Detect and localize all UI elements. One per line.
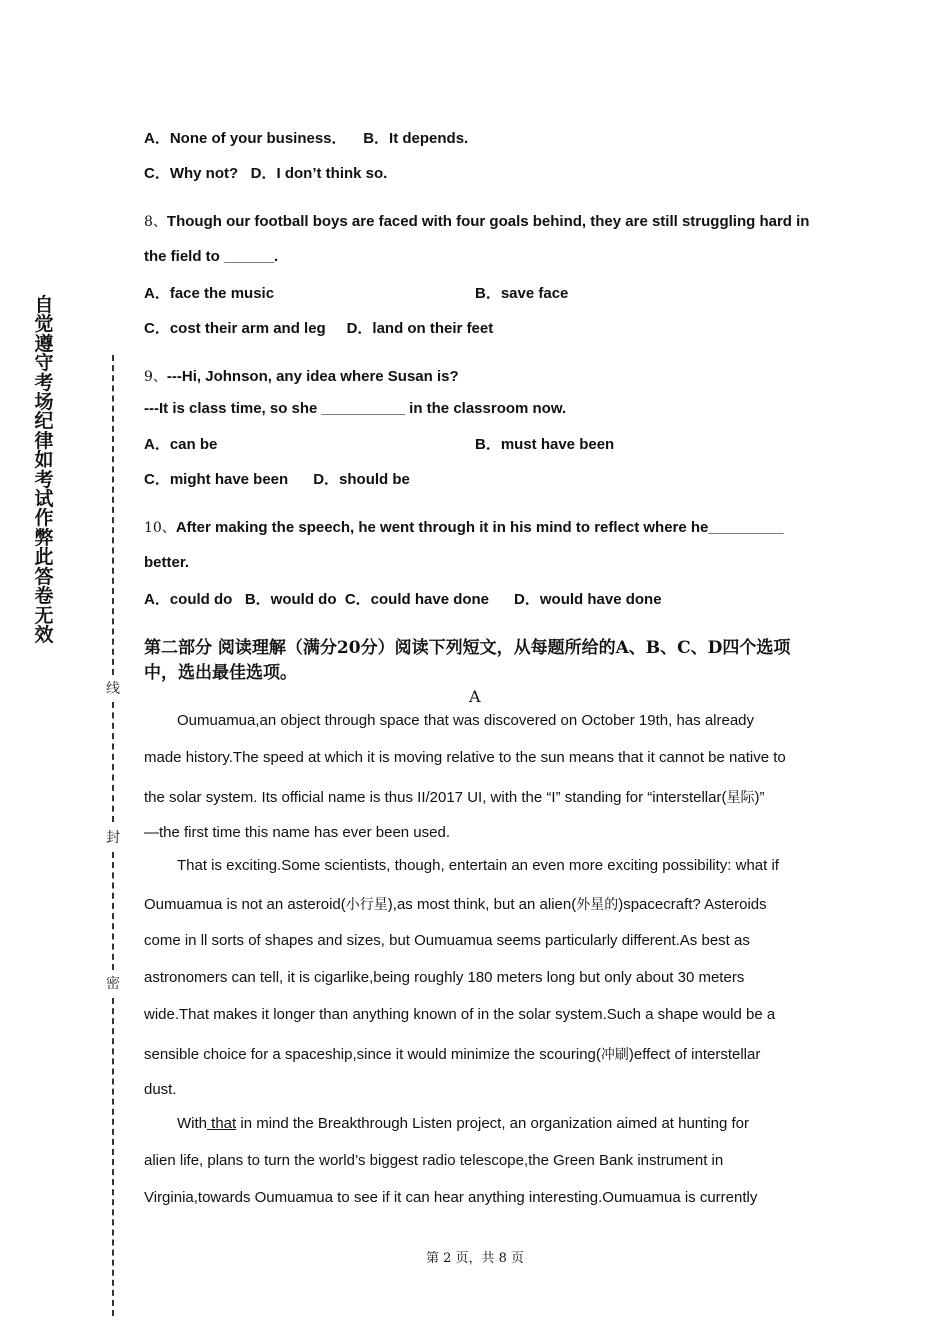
- q10-stem: [144, 517, 783, 537]
- passage-p2-line7: dust.: [144, 1081, 177, 1098]
- q10-option-c: C．could have done: [344, 591, 490, 608]
- q7-option-d: D．I don’t think so.: [250, 165, 388, 182]
- q7-option-a: A．None of your business．: [144, 130, 347, 147]
- q7-option-c: C．Why not?: [144, 165, 239, 182]
- passage-p1-line1: Oumuamua,an object through space that was discovered on October 19th, has already: [177, 712, 755, 729]
- q8-option-b: B．save face: [475, 285, 569, 302]
- passage-p2-line5: wide.That makes it longer than anything known of in the solar system.Such a shape would be a: [144, 1006, 776, 1023]
- passage-p1-line2: made history.The speed at which it is moving relative to the sun means that it cannot be native to: [144, 749, 786, 766]
- margin-note-char: 自: [34, 294, 54, 316]
- q7-options-row1: [144, 127, 468, 148]
- passage-p2-line1: That is exciting.Some scientists, though, entertain an even more exciting possibility: what if: [177, 857, 779, 874]
- seal-feng: 封: [106, 830, 120, 846]
- passage-p3-line1-start: With: [177, 1115, 207, 1132]
- underlined-that: that: [207, 1115, 237, 1132]
- passage-p2-line2: [144, 894, 767, 914]
- seal-mi: 密: [106, 976, 120, 992]
- q9-option-c: C．might have been: [144, 471, 289, 488]
- q10-option-d: D．would have done: [514, 591, 662, 608]
- passage-p3-line3: Virginia,towards Oumuamua to see if it can hear anything interesting.Oumuamua is currently: [144, 1189, 758, 1206]
- margin-note-char: 觉: [34, 313, 54, 336]
- margin-note-char: 遵: [34, 332, 54, 355]
- q9-option-b: B．must have been: [475, 436, 615, 453]
- q7-option-b: B．It depends.: [363, 130, 469, 147]
- q10-stem-line1: After making the speech, he went through it in his mind to reflect where he_________: [175, 519, 784, 536]
- binding-line-middle: [112, 702, 114, 822]
- section-title: 第二部分 阅读理解（满分20分）阅读下列短文，从每题所给的A、B、C、D四个选项中，选出最佳选项。: [144, 638, 791, 683]
- passage-p1-line3-text: the solar system. Its official name is thus II/2017 UI, with the “I” standing for “interstellar(: [144, 789, 727, 806]
- margin-note-char: 考: [34, 371, 54, 394]
- passage-p1-line4: —the first time this name has ever been used.: [144, 824, 450, 841]
- passage-p2-line6-text: sensible choice for a spaceship,since it would minimize the scouring(: [144, 1046, 601, 1063]
- q9-stem-line1: ---Hi, Johnson, any idea where Susan is?: [166, 368, 459, 385]
- exam-discipline-note: [33, 296, 55, 645]
- binding-line-lower: [112, 852, 114, 970]
- margin-note-char: 弊: [34, 526, 54, 549]
- margin-note-char: 作: [34, 507, 54, 530]
- q9-stem: [144, 366, 459, 386]
- q8-stem-line1: Though our football boys are faced with four goals behind, they are still struggling hard in: [166, 213, 810, 230]
- gloss-alien: 外星的: [576, 897, 619, 913]
- q8-option-d: D．land on their feet: [346, 320, 494, 337]
- passage-p3-line1: [177, 1115, 749, 1132]
- binding-line-bottom: [112, 998, 114, 1316]
- q8-option-c: C．cost their arm and leg: [144, 320, 326, 337]
- q9-stem-line2: ---It is class time, so she __________ in the classroom now.: [144, 400, 567, 417]
- margin-note-char: 答: [34, 565, 54, 588]
- q8-option-a: A．face the music: [144, 285, 275, 302]
- q10-option-a: A．could do: [144, 591, 233, 608]
- binding-line-upper: [112, 355, 114, 675]
- passage-p2-line3: come in ll sorts of shapes and sizes, but Oumuamua seems particularly different.As best as: [144, 932, 750, 949]
- q9-option-d: D．should be: [313, 471, 410, 488]
- passage-p3-line1-rest: in mind the Breakthrough Listen project, an organization aimed at hunting for: [236, 1115, 749, 1132]
- gloss-interstellar: 星际: [726, 790, 755, 806]
- page-footer: 第 2 页，共 8 页: [425, 1251, 525, 1266]
- passage-label: A: [469, 687, 481, 706]
- passage-p1-line3-end: )”: [754, 789, 765, 806]
- margin-note-char: 考: [34, 468, 54, 491]
- margin-note-char: 此: [34, 546, 54, 569]
- q8-options-row2: [144, 317, 493, 338]
- margin-note-char: 如: [34, 449, 54, 472]
- passage-p2-line6: [144, 1044, 760, 1064]
- margin-note-char: 试: [34, 488, 54, 511]
- passage-p2-line2-text: Oumuamua is not an asteroid(: [144, 896, 346, 913]
- q10-stem-line2: better.: [144, 554, 190, 571]
- margin-note-char: 效: [34, 623, 54, 646]
- q10-number: 10、: [144, 520, 176, 536]
- passage-p2-line2-mid: ),as most think, but an alien(: [387, 896, 577, 913]
- q9-options-row2: [144, 468, 410, 489]
- margin-note-char: 律: [34, 429, 54, 452]
- passage-p2-line6-end: )effect of interstellar: [628, 1046, 761, 1063]
- q8-stem: [144, 211, 809, 231]
- passage-p2-line4: astronomers can tell, it is cigarlike,being roughly 180 meters long but only about 30 meters: [144, 969, 745, 986]
- q10-options: [144, 588, 662, 609]
- margin-note-char: 守: [34, 352, 54, 375]
- passage-p3-line2: alien life, plans to turn the world’s biggest radio telescope,the Green Bank instrument in: [144, 1152, 724, 1169]
- passage-p1-line3: [144, 787, 764, 807]
- passage-p2-line2-end: )spacecraft? Asteroids: [618, 896, 767, 913]
- q9-option-a: A．can be: [144, 436, 218, 453]
- q10-option-b: B．would do: [244, 591, 337, 608]
- gloss-asteroid: 小行星: [345, 897, 388, 913]
- q9-number: 9、: [144, 369, 167, 385]
- gloss-scouring: 冲刷: [600, 1047, 629, 1063]
- q7-options-row2: [144, 162, 387, 183]
- margin-note-char: 无: [34, 604, 54, 627]
- q8-stem-line2: the field to ______.: [144, 248, 279, 265]
- margin-note-char: 场: [34, 391, 54, 414]
- q8-number: 8、: [144, 214, 167, 230]
- seal-xian: 线: [106, 681, 120, 697]
- margin-note-char: 卷: [34, 585, 54, 608]
- margin-note-char: 纪: [34, 410, 54, 433]
